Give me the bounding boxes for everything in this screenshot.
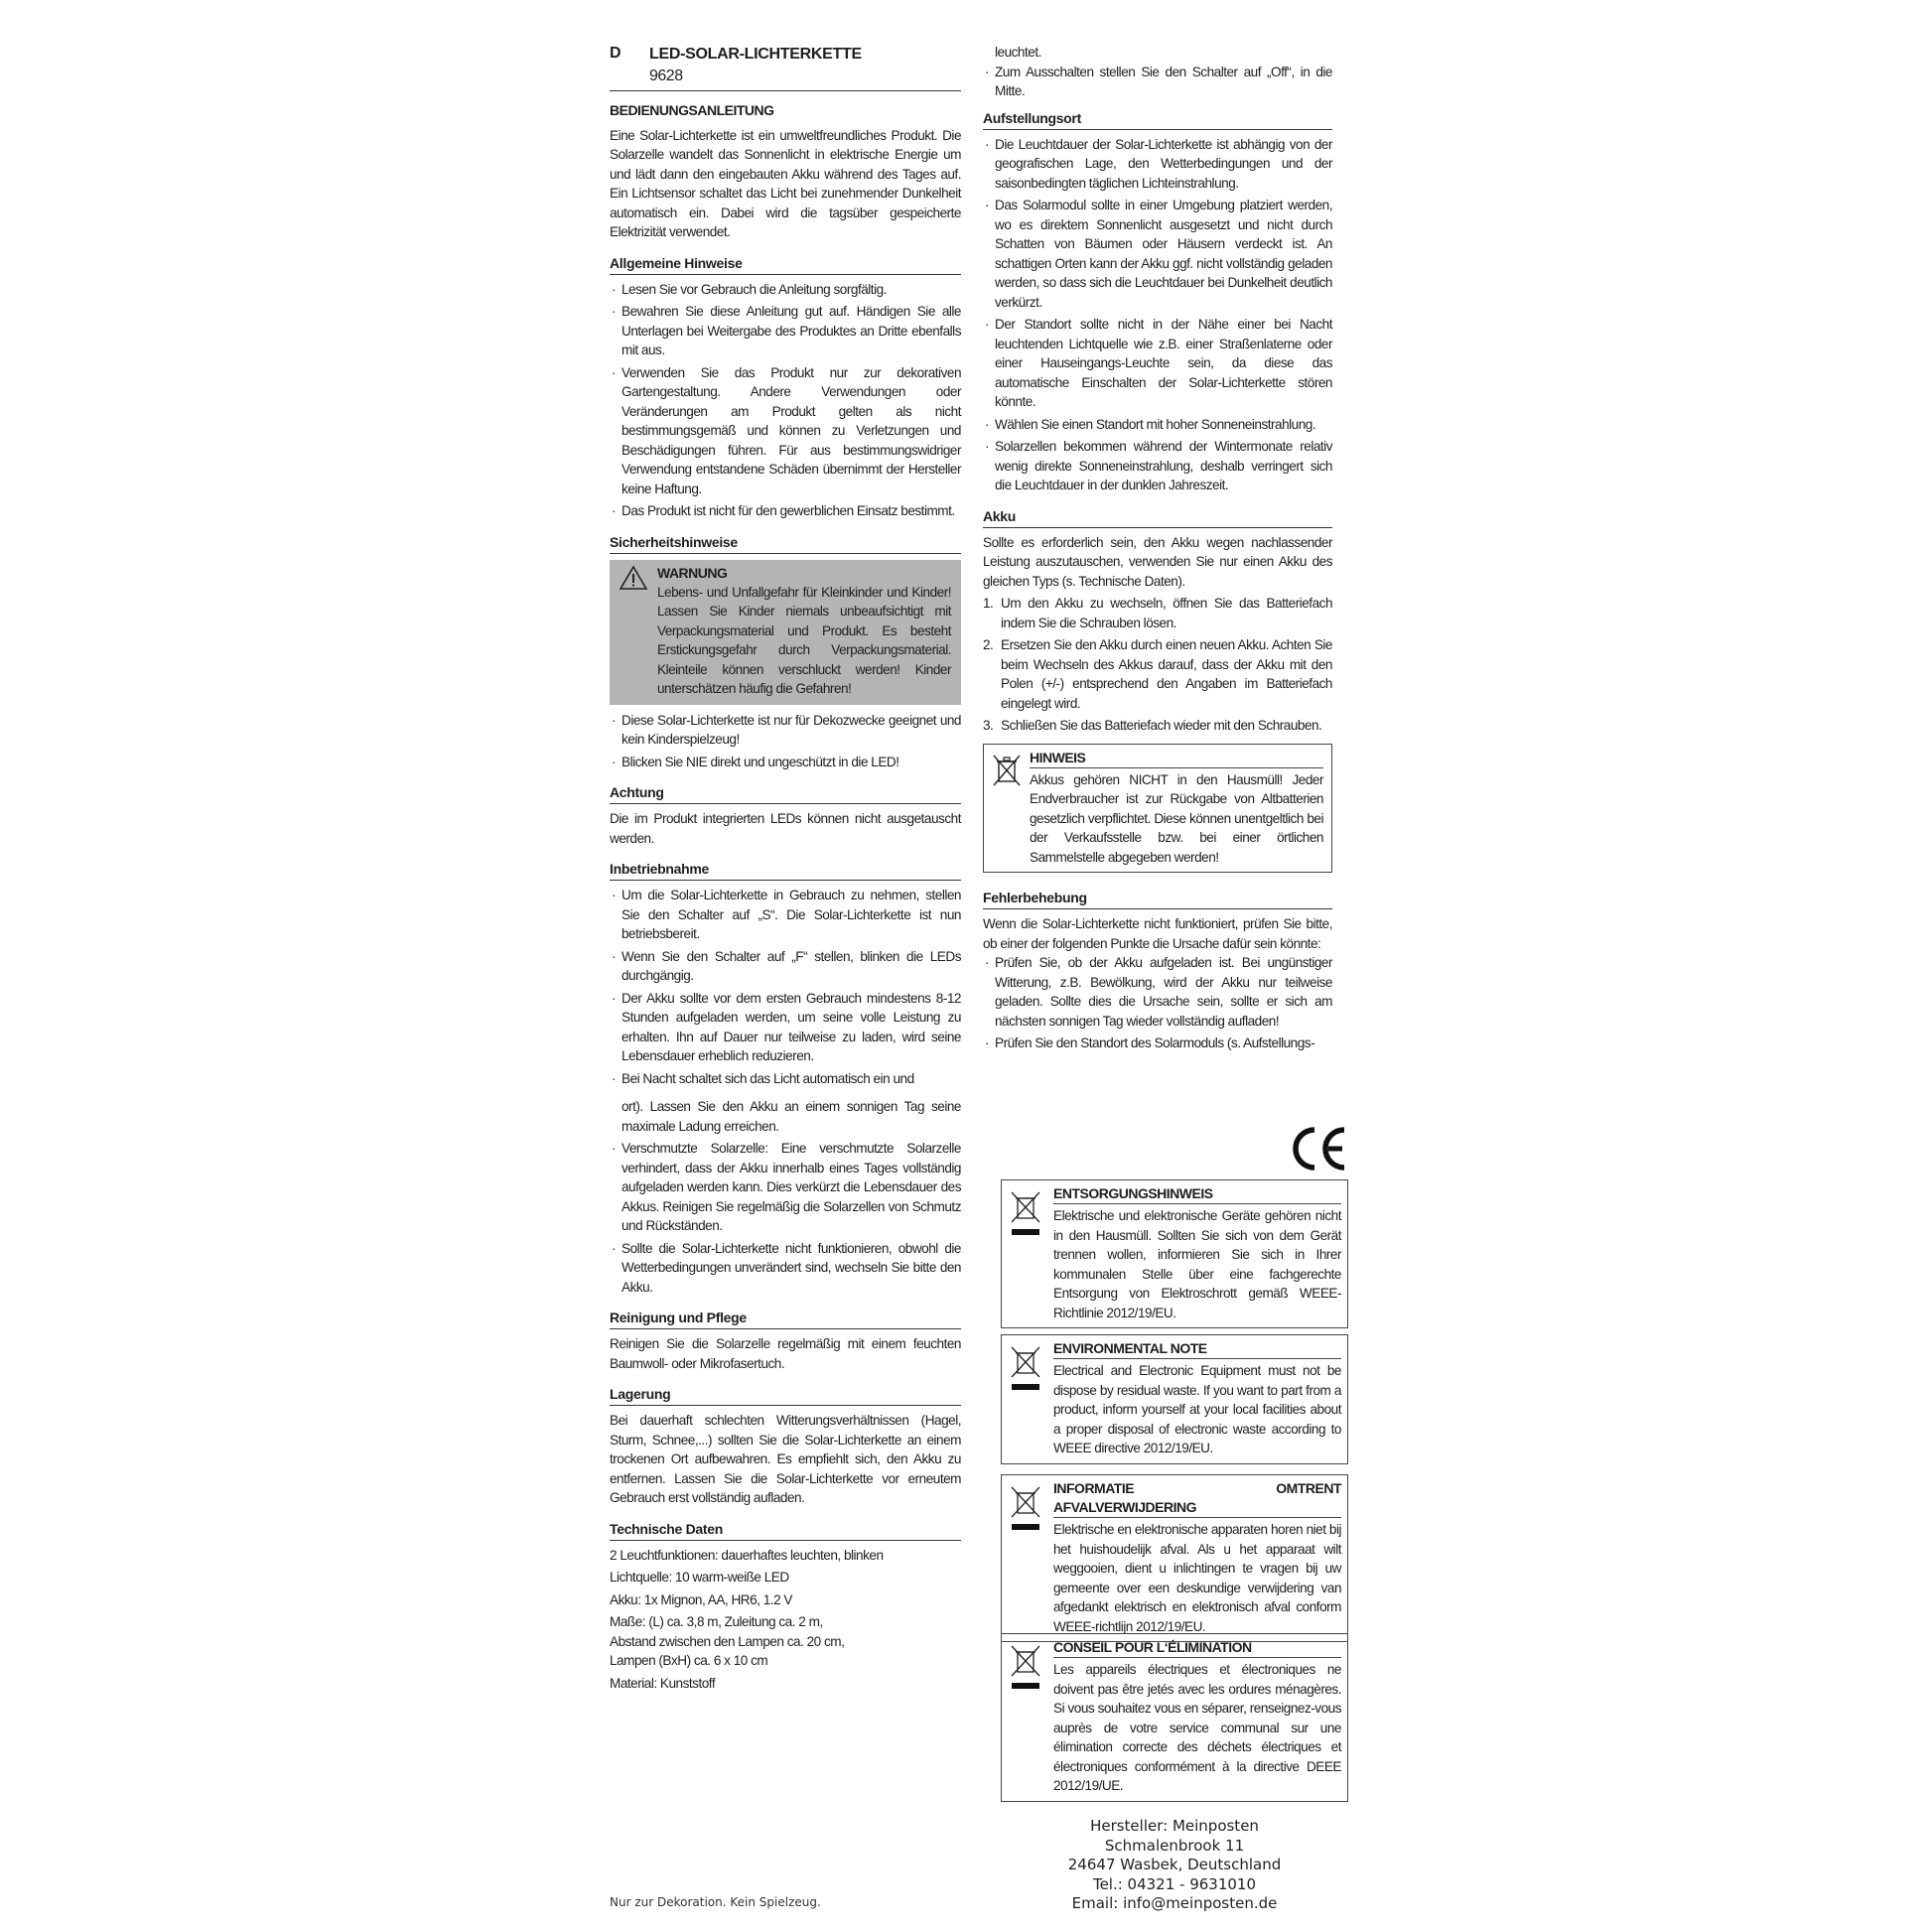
product-title: LED-SOLAR-LICHTERKETTE [649,46,862,63]
manufacturer-city: 24647 Wasbek, Deutschland [1067,1856,1282,1873]
list-item: · Wählen Sie einen Standort mit hoher Sonneneinstrahlung. [983,415,1332,435]
list-item: · Prüfen Sie den Standort des Solarmoduls (s. Aufstellungs- [983,1034,1332,1053]
list-item [983,594,1332,632]
disposal-title: ENTSORGUNGSHINWEIS [1053,1184,1341,1204]
disposal-box-fr [1001,1633,1348,1802]
list-item: · Diese Solar-Lichterkette ist nur für Dekozwecke geeignet und kein Kinderspielzeug! [610,711,961,750]
tech-dimensions-2: Abstand zwischen den Lampen ca. 20 cm, [610,1633,845,1649]
language-code: D [610,45,621,62]
list-item: · Bewahren Sie diese Anleitung gut auf. Händigen Sie alle Unterlagen bei Weitergabe des Produktes an Dritte ebenfalls mit aus. [610,302,961,360]
step-text: Um den Akku zu wechseln, öffnen Sie das Batteriefach indem Sie die Schrauben lösen. [1001,596,1332,630]
warning-text: Lebens- und Unfallgefahr für Kleinkinder und Kinder! Lassen Sie Kinder niemals unbeaufsichtigt mit Verpackungsmaterial und Produkt. Es besteht Erstickungsgefahr durch Verpackungsmaterial. Kleinteile können verschluckt werden! Kinder unterschätzen häufig die Gefahren! [657,584,951,696]
section-battery [983,507,1332,874]
section-heading: Reinigung und Pflege [610,1309,961,1329]
list-item: · Wenn Sie den Schalter auf „F“ stellen, blinken die LEDs durchgängig. [610,947,961,986]
tech-line: Akku: 1x Mignon, AA, HR6, 1.2 V [610,1591,792,1607]
section-storage [610,1385,961,1508]
list-item: · Blicken Sie NIE direkt und ungeschützt in die LED! [610,753,961,772]
disposal-text: Les appareils électriques et électroniques ne doivent pas être jetés avec les ordures ménagères. Si vous souhaitez vous en séparer, renseignez-vous auprès de votre service communal sur une élimination correcte des déchets électriques et électroniques conformément à la directive DEEE 2012/19/UE. [1053,1662,1341,1793]
manufacturer-street: Schmalenbrook 11 [1104,1836,1245,1855]
disposal-title: CONSEIL POUR L‘ÉLIMINATION [1053,1638,1341,1658]
attention-text: Die im Produkt integrierten LEDs können nicht ausgetauscht werden. [610,811,961,846]
startup-list-2 [610,1139,961,1297]
section-heading: Aufstellungsort [983,109,1332,130]
manufacturer-name: Hersteller: Meinposten [1090,1817,1259,1835]
tech-dimensions: Maße: (L) ca. 3,8 m, Zuleitung ca. 2 m, [610,1614,823,1629]
section-heading: Sicherheitshinweise [610,533,961,554]
disposal-title: ENVIRONMENTAL NOTE [1053,1339,1341,1359]
safety-list [610,711,961,772]
tech-line: 2 Leuchtfunktionen: dauerhaftes leuchten, blinken [610,1547,884,1563]
list-item: · Prüfen Sie, ob der Akku aufgeladen ist. Bei ungünstiger Witterung, z.B. Bewölkung, wird der Akku nur teilweise geladen. Sollte dies die Ursache sein, sollte er sich am nächsten sonnigen Tag wieder vollständig aufladen! [983,953,1332,1031]
right-column [983,0,1332,1056]
list-item: · Das Produkt ist nicht für den gewerblichen Einsatz bestimmt. [610,501,961,521]
list-item: · Verschmutzte Solarzelle: Eine verschmutzte Solarzelle verhindert, dass der Akku innerhalb eines Tages vollständig aufgeladen werden kann. Dies verkürzt die Lebensdauer des Akkus. Reinigen Sie regelmäßig die Solarzellen von Schmutz und Rückständen. [610,1139,961,1236]
section-cleaning [610,1309,961,1373]
section-troubleshooting [983,889,1332,1053]
section-startup [610,860,961,1297]
disposal-box-en [1001,1334,1348,1464]
list-item: · Der Akku sollte vor dem ersten Gebrauch mindestens 8-12 Stunden aufgeladen werden, um seine volle Leistung zu erhalten. Ihn auf Dauer nur teilweise zu laden, wird seine Lebensdauer erheblich reduzieren. [610,989,961,1066]
section-heading: Technische Daten [610,1520,961,1541]
battery-note-box [983,744,1332,874]
list-item: · Sollte die Solar-Lichterkette nicht funktionieren, obwohl die Wetterbedingungen unverändert sind, wechseln Sie bitte den Akku. [610,1239,961,1298]
cleaning-text: Reinigen Sie die Solarzelle regelmäßig mit einem feuchten Baumwoll- oder Mikrofasertuch. [610,1336,961,1371]
battery-text: Sollte es erforderlich sein, den Akku wegen nachlassender Leistung auszutauschen, verwenden Sie nur einen Akku des gleichen Typs (s. Technische Daten). [983,534,1332,589]
section-general [610,254,961,521]
step-number: 1. [983,596,994,611]
section-heading: Lagerung [610,1385,961,1406]
step-text: Schließen Sie das Batteriefach wieder mit den Schrauben. [1001,718,1322,733]
crossed-bin-icon [992,753,1022,788]
storage-text: Bei dauerhaft schlechten Witterungsverhältnissen (Hagel, Sturm, Schnee,...) sollten Sie die Solar-Lichterkette an einem trockenen Ort aufbewahren. Es empfiehlt sich, den Akku zu entfernen. Lassen Sie die Solar-Lichterkette vor erneutem Gebrauch erst vollständig aufladen. [610,1413,961,1505]
crossed-bin-icon [1010,1188,1041,1238]
disposal-text: Electrical and Electronic Equipment must not be dispose by residual waste. If you want to part from a product, inform yourself at your local facilities about a proper disposal of electronic waste according to WEEE directive 2012/19/EU. [1053,1363,1341,1455]
troubleshooting-list [983,953,1332,1053]
crossed-bin-icon [1010,1343,1041,1393]
list-item: · Der Standort sollte nicht in der Nähe einer bei Nacht leuchtenden Lichtquelle wie z.B. einer Straßenlaterne oder einer Hauseingangs-Leuchte sein, da diese das automatische Einschalten der Solar-Lichterkette stören könnte. [983,315,1332,412]
manufacturer-address [1040,1817,1309,1914]
list-item: · Verwenden Sie das Produkt nur zur dekorativen Gartengestaltung. Andere Verwendungen oder Veränderungen am Produkt gelten als nicht bestimmungsgemäß und können zu Verletzungen und Beschädigungen führen. Für aus bestimmungswidriger Verwendung entstandene Schäden übernimmt der Hersteller keine Haftung. [610,363,961,499]
warning-box [610,560,961,705]
list-item: · Zum Ausschalten stellen Sie den Schalter auf „Off“, in die Mitte. [983,63,1332,101]
location-list [983,135,1332,495]
disposal-box-nl [1001,1474,1348,1642]
section-heading: Fehlerbehebung [983,889,1332,909]
list-item [983,635,1332,713]
item-number: 9628 [649,68,683,84]
disposal-title: INFORMATIE OMTRENT AFVALVERWIJDERING [1053,1479,1341,1518]
tech-dimensions-3: Lampen (BxH) ca. 6 x 10 cm [610,1653,768,1668]
section-heading: Achtung [610,783,961,804]
list-item: · Um die Solar-Lichterkette in Gebrauch zu nehmen, stellen Sie den Schalter auf „S“. Die Solar-Lichterkette ist nun betriebsbereit. [610,886,961,944]
troubleshooting-text: Wenn die Solar-Lichterkette nicht funktioniert, prüfen Sie bitte, ob einer der folgenden Punkte die Ursache dafür sein könnte: [983,916,1332,951]
step-text: Ersetzen Sie den Akku durch einen neuen Akku. Achten Sie beim Wechseln des Akkus darauf, dass der Akku mit den Polen (+/-) entsprechend den Angaben im Batteriefach eingelegt wird. [1001,637,1332,711]
list-item: · Lesen Sie vor Gebrauch die Anleitung sorgfältig. [610,280,961,300]
warning-title: WARNUNG [657,564,728,581]
section-heading: Inbetriebnahme [610,860,961,881]
manufacturer-email: Email: info@meinposten.de [1071,1894,1278,1912]
warning-triangle-icon [620,566,647,590]
manual-label: BEDIENUNGSANLEITUNG [610,102,774,118]
continuation-text: leuchtet. [995,45,1041,60]
note-text: Akkus gehören NICHT in den Hausmüll! Jeder Endverbraucher ist zur Rückgabe von Altbatterien gesetzlich verpflichtet. Diese können unentgeltlich bei der Verkaufsstelle bzw. bei einer örtlichen Sammelstelle abgegeben werden! [1030,771,1323,865]
list-item: · Die Leuchtdauer der Solar-Lichterkette ist abhängig von der geografischen Lage, den Wetterbedingungen und der saisonbedingten täglichen Lichteinstrahlung. [983,135,1332,194]
step-number: 3. [983,718,994,733]
step-number: 2. [983,637,994,652]
section-heading: Akku [983,507,1332,528]
ce-mark-icon [1291,1126,1348,1172]
title-block [610,44,961,91]
list-item [983,716,1332,736]
manufacturer-phone: Tel.: 04321 - 9631010 [1092,1874,1257,1893]
general-list [610,280,961,521]
crossed-bin-icon [1010,1642,1041,1692]
disposal-text: Elektrische und elektronische Geräte gehören nicht in den Hausmüll. Sollten Sie sich von dem Gerät trennen wollen, informieren Sie sich in Ihrer kommunalen Stelle über eine fachgerechte Entsorgung von Elektroschrott gemäß WEEE-Richtlinie 2012/19/EU. [1053,1208,1341,1320]
section-heading: Allgemeine Hinweise [610,254,961,275]
disposal-box-de [1001,1179,1348,1328]
intro-text: Eine Solar-Lichterkette ist ein umweltfreundliches Produkt. Die Solarzelle wandelt das Sonnenlicht in elektrische Energie um und lädt dann den eingebauten Akku während des Tages auf. Ein Lichtsensor schaltet das Licht bei zunehmender Dunkelheit automatisch ein. Dabei wird die tagsüber gespeicherte Elektrizität verwendet. [610,127,961,239]
continuation-text: ort). Lassen Sie den Akku an einem sonnigen Tag seine maximale Ladung erreichen. [621,1099,961,1134]
list-item: · Bei Nacht schaltet sich das Licht automatisch ein und [610,1069,961,1089]
note-title: HINWEIS [1030,749,1323,768]
tech-material: Material: Kunststoff [610,1675,716,1691]
left-column [610,0,961,1693]
list-item: · Solarzellen bekommen während der Wintermonate relativ wenig direkte Sonneneinstrahlung, deshalb verringert sich die Leuchtdauer in der dunklen Jahreszeit. [983,437,1332,495]
section-safety [610,533,961,772]
section-tech [610,1520,961,1694]
switch-list [983,63,1332,101]
section-attention [610,783,961,848]
tech-line: Lichtquelle: 10 warm-weiße LED [610,1570,789,1585]
section-location [983,109,1332,495]
crossed-bin-icon [1010,1483,1041,1533]
list-item: · Das Solarmodul sollte in einer Umgebung platziert werden, wo es direktem Sonnenlicht ausgesetzt und nicht durch Schatten von Bäumen oder Häusern verdeckt ist. An schattigen Orten kann der Akku ggf. nicht vollständig geladen werden, so dass sich die Leuchtdauer bei Dunkelheit deutlich verkürzt. [983,196,1332,312]
disposal-text: Elektrische en elektronische apparaten horen niet bij het huishoudelijk afval. Als u het apparaat wilt weggooien, dient u inlichtingen te vragen bij uw gemeente over een deskundige verwijdering van afgedankt elektrisch en elektronisch afval conform WEEE-richtlijn 2012/19/EU. [1053,1522,1341,1634]
startup-list [610,886,961,1088]
footer-note: Nur zur Dekoration. Kein Spielzeug. [610,1895,821,1909]
battery-steps [983,594,1332,736]
